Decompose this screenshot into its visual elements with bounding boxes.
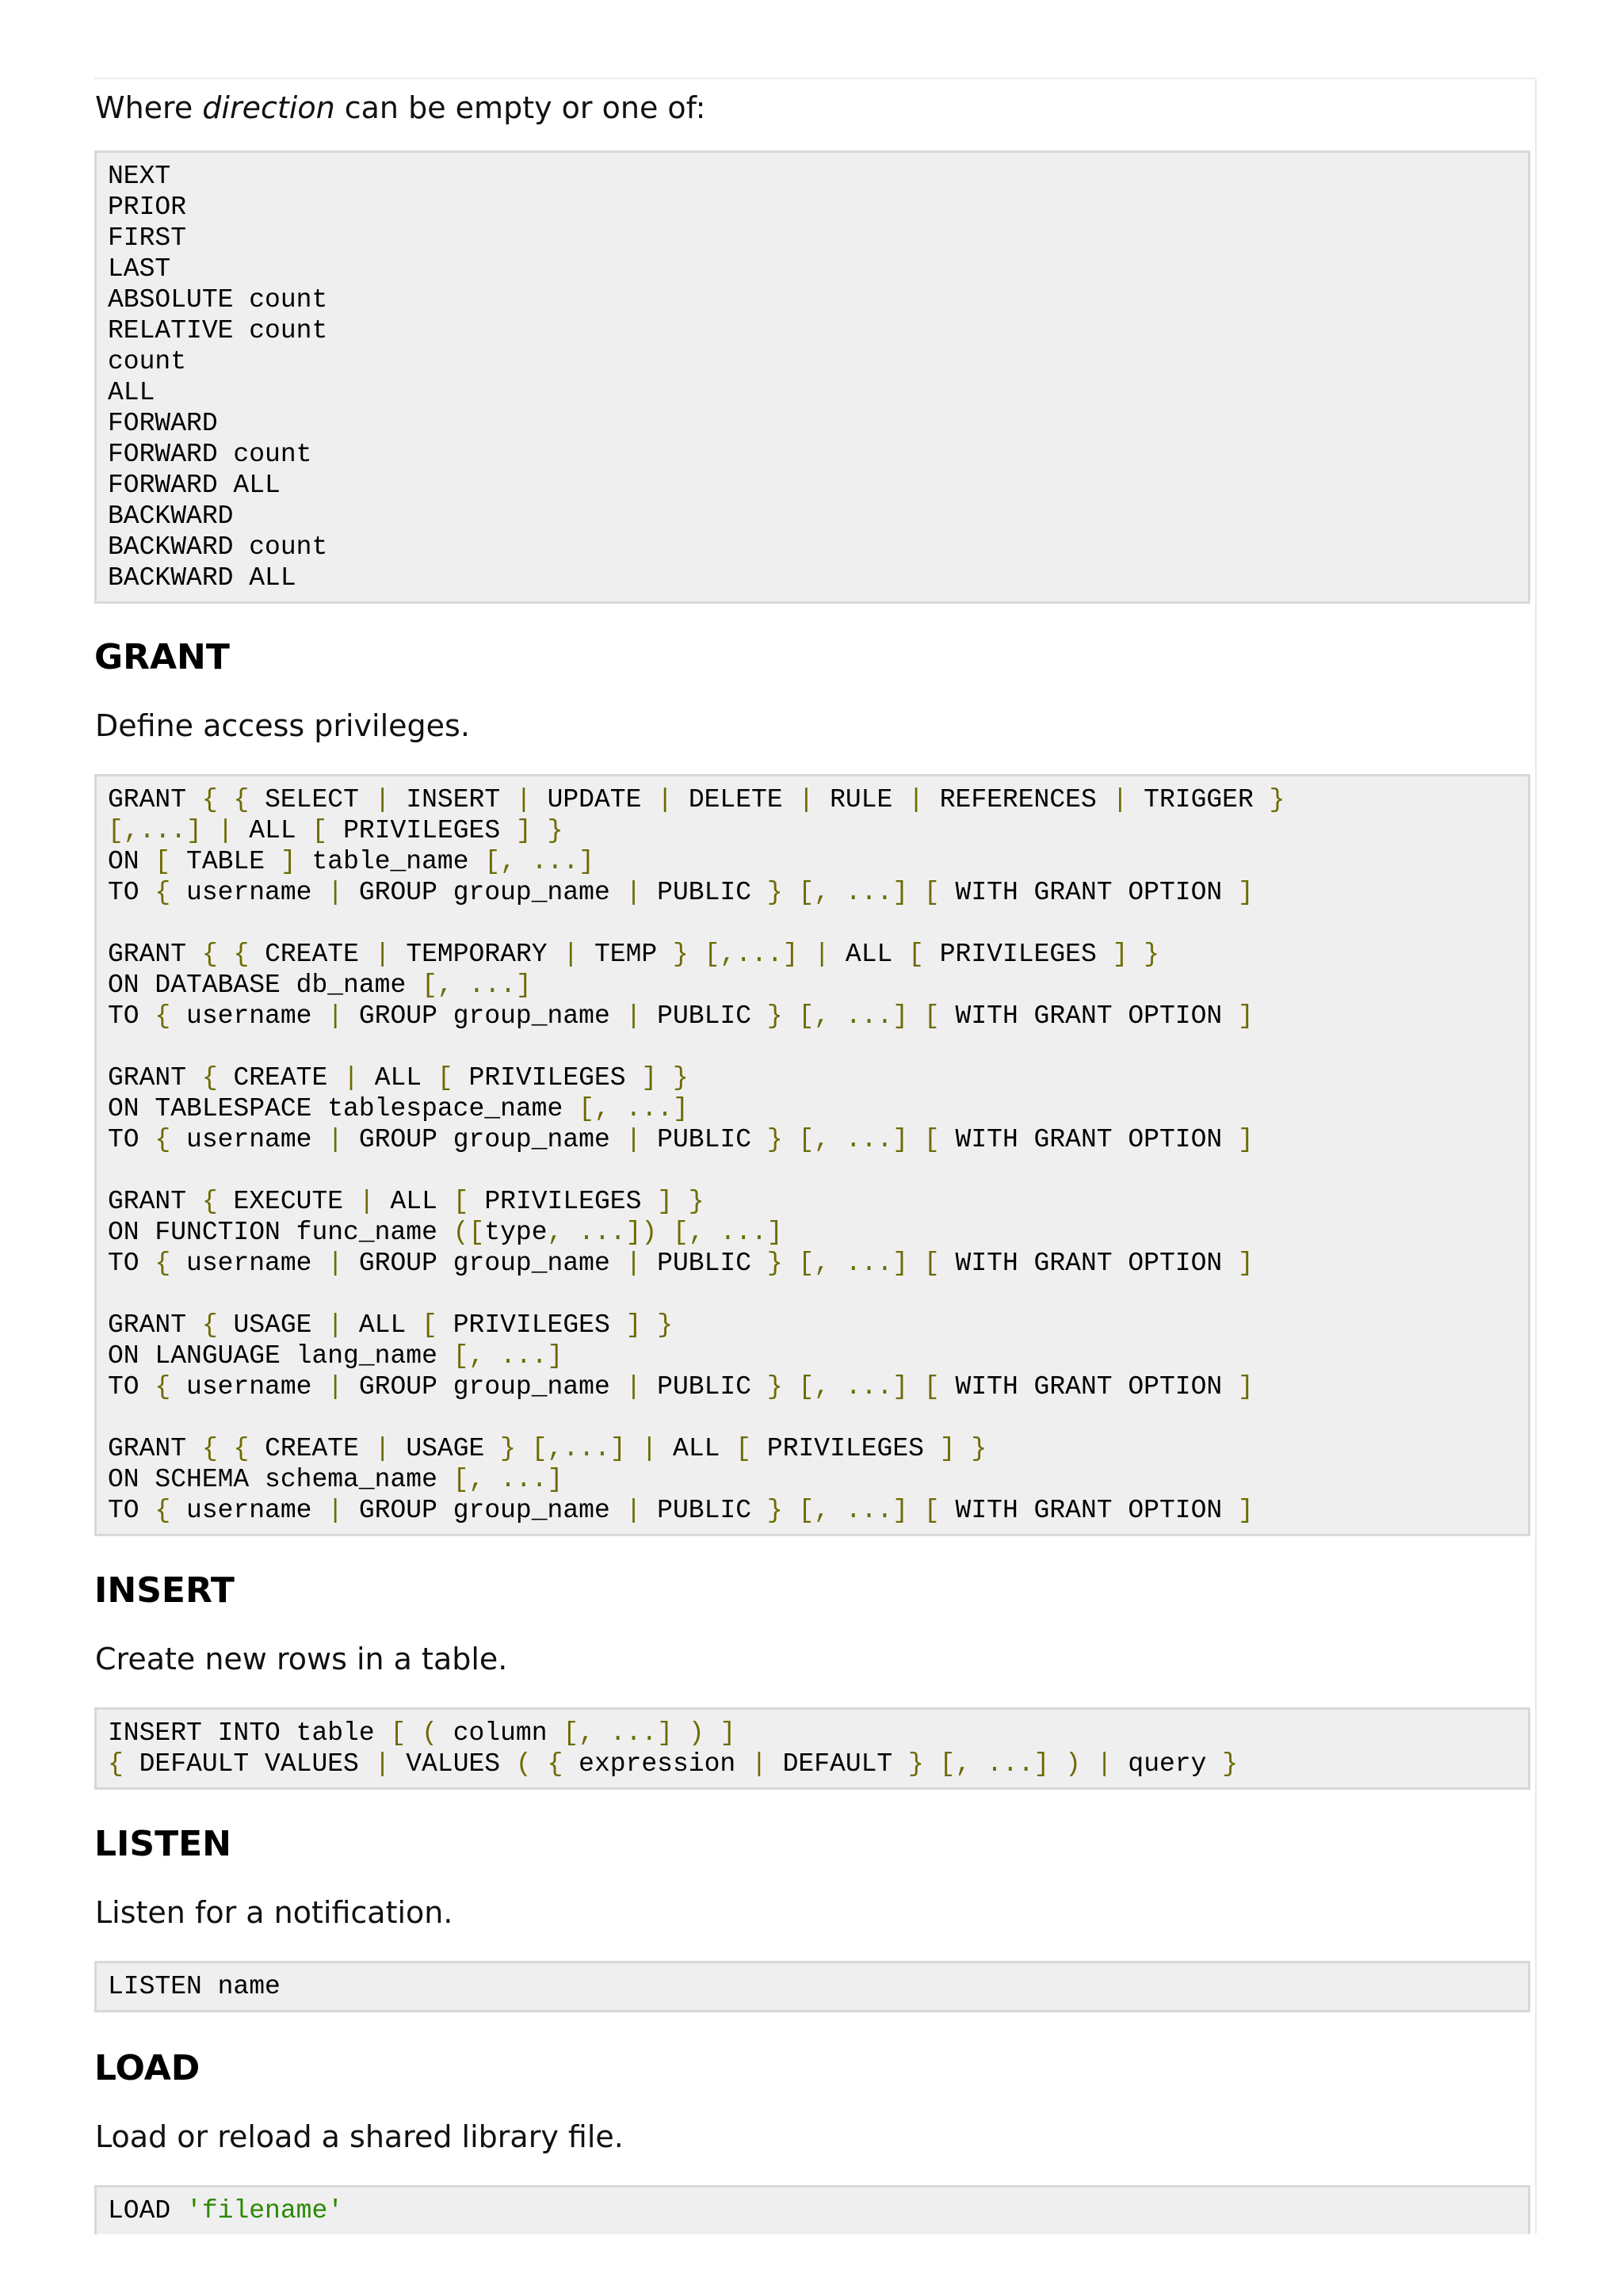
section-listen-description-wrap bbox=[94, 1894, 1530, 1932]
section-description: Listen for a notification. bbox=[95, 1895, 453, 1930]
document-page bbox=[94, 78, 1537, 2234]
section-heading: GRANT bbox=[94, 637, 230, 677]
direction-options-block bbox=[94, 151, 1530, 604]
code-line: GRANT { EXECUTE | ALL [ PRIVILEGES ] } bbox=[108, 1187, 705, 1216]
section-heading: LISTEN bbox=[94, 1824, 231, 1864]
code-line: ON SCHEMA schema_name [, ...] bbox=[108, 1465, 563, 1494]
code-line: TO { username | GROUP group_name | PUBLIC } [, ...] [ WITH GRANT OPTION ] bbox=[108, 1496, 1254, 1525]
code-line: NEXT bbox=[108, 162, 171, 191]
code-line: LAST bbox=[108, 254, 171, 284]
code-line: FORWARD count bbox=[108, 440, 312, 469]
section-insert bbox=[94, 1569, 1530, 1613]
code-line: [,...] | ALL [ PRIVILEGES ] } bbox=[108, 816, 563, 845]
section-insert-code-wrap bbox=[94, 1707, 1530, 1790]
section-load-code-wrap bbox=[94, 2185, 1530, 2234]
code-line: ON [ TABLE ] table_name [, ...] bbox=[108, 847, 594, 876]
code-line: TO { username | GROUP group_name | PUBLIC } [, ...] [ WITH GRANT OPTION ] bbox=[108, 1372, 1254, 1402]
section-listen bbox=[94, 1822, 1530, 1867]
code-line: { DEFAULT VALUES | VALUES ( { expression | DEFAULT } [, ...] ) | query } bbox=[108, 1749, 1239, 1779]
section-description: Create new rows in a table. bbox=[95, 1642, 508, 1676]
code-line: FORWARD bbox=[108, 409, 218, 438]
code-line: ALL bbox=[108, 378, 155, 407]
insert-syntax-code bbox=[94, 1707, 1530, 1790]
listen-syntax-code bbox=[94, 1961, 1530, 2012]
direction-options-code bbox=[94, 151, 1530, 604]
code-line: ON DATABASE db_name [, ...] bbox=[108, 971, 532, 1000]
code-line: TO { username | GROUP group_name | PUBLIC } [, ...] [ WITH GRANT OPTION ] bbox=[108, 1125, 1254, 1154]
intro-text-after: can be empty or one of: bbox=[334, 90, 706, 125]
code-line: GRANT { { CREATE | TEMPORARY | TEMP } [,...] | ALL [ PRIVILEGES ] } bbox=[108, 940, 1160, 969]
section-grant bbox=[94, 635, 1530, 680]
section-listen-code-wrap bbox=[94, 1961, 1530, 2012]
code-line: GRANT { USAGE | ALL [ PRIVILEGES ] } bbox=[108, 1310, 673, 1340]
intro-block bbox=[94, 89, 1535, 127]
code-line: FORWARD ALL bbox=[108, 471, 281, 500]
code-line: GRANT { CREATE | ALL [ PRIVILEGES ] } bbox=[108, 1063, 689, 1093]
code-line: GRANT { { CREATE | USAGE } [,...] | ALL [ PRIVILEGES ] } bbox=[108, 1434, 987, 1463]
section-description: Load or reload a shared library file. bbox=[95, 2119, 624, 2154]
section-grant-description-wrap bbox=[94, 707, 1530, 745]
code-line: FIRST bbox=[108, 223, 187, 253]
code-line: GRANT { { SELECT | INSERT | UPDATE | DELETE | RULE | REFERENCES | TRIGGER } bbox=[108, 785, 1285, 814]
load-syntax-code bbox=[94, 2185, 1530, 2234]
code-line: BACKWARD count bbox=[108, 532, 328, 562]
intro-text-before: Where bbox=[95, 90, 203, 125]
code-line: ABSOLUTE count bbox=[108, 285, 328, 315]
intro-paragraph bbox=[94, 89, 1535, 127]
section-grant-code-wrap bbox=[94, 774, 1530, 1536]
code-line: count bbox=[108, 347, 187, 376]
code-line: PRIOR bbox=[108, 193, 187, 222]
code-line: LOAD 'filename' bbox=[108, 2196, 344, 2225]
code-line: TO { username | GROUP group_name | PUBLIC } [, ...] [ WITH GRANT OPTION ] bbox=[108, 1249, 1254, 1278]
code-line: ON TABLESPACE tablespace_name [, ...] bbox=[108, 1094, 689, 1123]
grant-syntax-code bbox=[94, 774, 1530, 1536]
section-heading: LOAD bbox=[94, 2048, 200, 2088]
code-line: TO { username | GROUP group_name | PUBLIC } [, ...] [ WITH GRANT OPTION ] bbox=[108, 878, 1254, 907]
section-load bbox=[94, 2046, 1530, 2091]
code-line: TO { username | GROUP group_name | PUBLIC } [, ...] [ WITH GRANT OPTION ] bbox=[108, 1001, 1254, 1031]
code-line: BACKWARD bbox=[108, 502, 234, 531]
section-heading: INSERT bbox=[94, 1570, 235, 1611]
code-line: INSERT INTO table [ ( column [, ...] ) ] bbox=[108, 1718, 736, 1748]
code-line: BACKWARD ALL bbox=[108, 563, 296, 593]
code-line: ON FUNCTION func_name ([type, ...]) [, ...] bbox=[108, 1218, 783, 1247]
section-description: Define access privileges. bbox=[95, 708, 470, 743]
code-line: RELATIVE count bbox=[108, 316, 328, 345]
code-line: LISTEN name bbox=[108, 1972, 281, 2001]
code-line: ON LANGUAGE lang_name [, ...] bbox=[108, 1341, 563, 1371]
intro-emphasis: direction bbox=[202, 90, 335, 125]
section-load-description-wrap bbox=[94, 2118, 1530, 2156]
section-insert-description-wrap bbox=[94, 1640, 1530, 1678]
